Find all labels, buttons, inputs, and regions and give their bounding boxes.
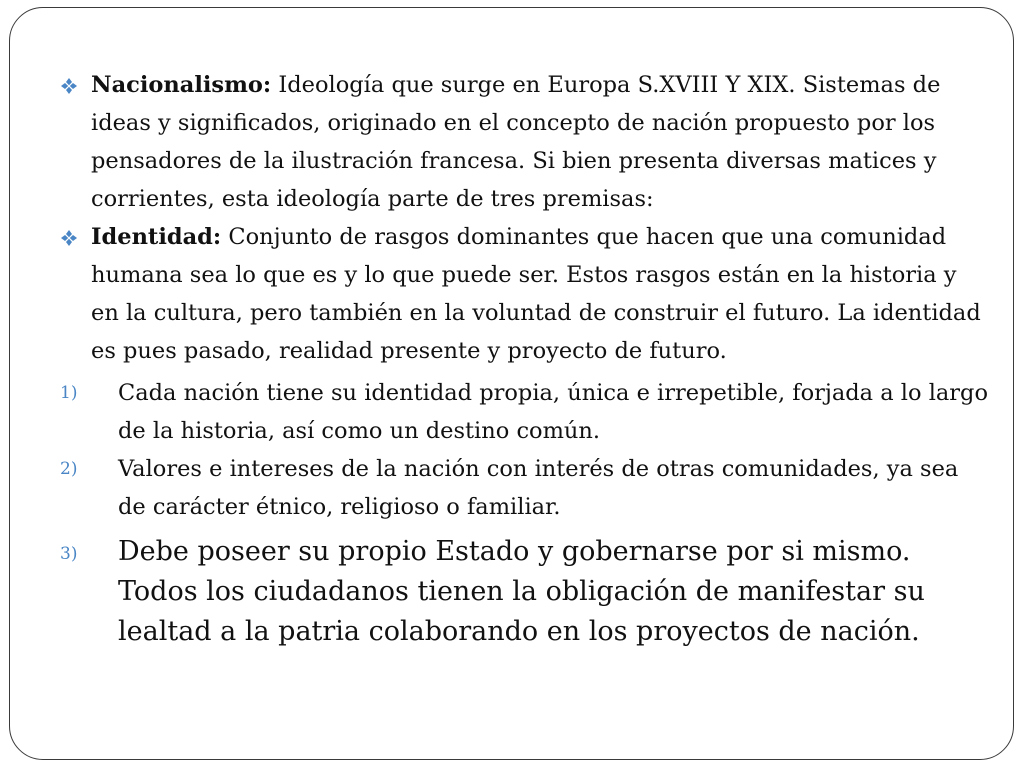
slide-frame — [9, 7, 1014, 760]
bullet-term: Nacionalismo: — [91, 72, 272, 98]
item-number: 2) — [60, 459, 78, 479]
item-number: 3) — [60, 544, 78, 564]
diamond-bullet-icon — [60, 77, 78, 95]
numbered-item-1 — [60, 374, 990, 450]
numbered-item-2 — [60, 450, 990, 526]
bullet-identidad — [60, 218, 990, 370]
bullet-text: Conjunto de rasgos dominantes que hacen que una comunidad humana sea lo que es y lo que puede ser. Estos rasgos están en la historia y en la cultura, pero también en la voluntad de construir el futuro. La identidad es pues pasado, realidad presente y proyecto de futuro. — [91, 224, 981, 364]
bullet-text: Ideología que surge en Europa S.XVIII Y XIX. Sistemas de ideas y significados, originado en el concepto de nación propuesto por los pensadores de la ilustración francesa. Si bien presenta diversas matices y corrientes, esta ideología parte de tres premisas: — [91, 72, 941, 212]
slide-content — [60, 66, 990, 652]
bullet-term: Identidad: — [91, 224, 222, 250]
diamond-bullet-icon — [60, 229, 78, 247]
bullet-nacionalismo — [60, 66, 990, 218]
item-number: 1) — [60, 383, 78, 403]
item-text: Cada nación tiene su identidad propia, única e irrepetible, forjada a lo largo de la historia, así como un destino común. — [118, 380, 989, 444]
item-text: Debe poseer su propio Estado y gobernarse por si mismo. Todos los ciudadanos tienen la obligación de manifestar su lealtad a la patria colaborando en los proyectos de nación. — [118, 536, 925, 647]
item-text: Valores e intereses de la nación con interés de otras comunidades, ya sea de carácter étnico, religioso o familiar. — [118, 456, 959, 520]
numbered-item-3 — [60, 532, 990, 652]
